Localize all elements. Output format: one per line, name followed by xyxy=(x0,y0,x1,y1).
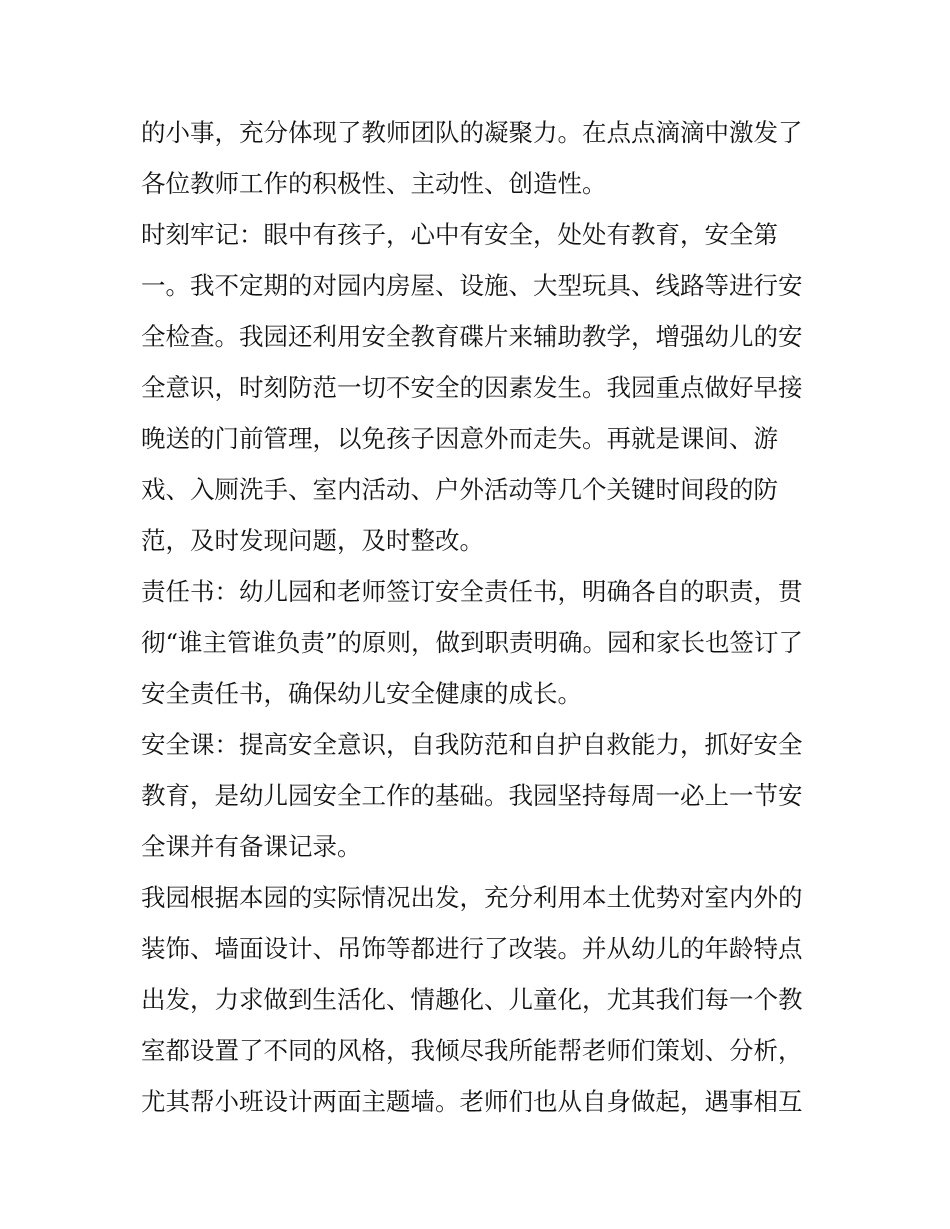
paragraph-safety-class xyxy=(141,719,813,872)
text-line: 出发，力求做到生活化、情趣化、儿童化，尤其我们每一个教 xyxy=(141,985,803,1014)
text-line: 教育，是幼儿园安全工作的基础。我园坚持每周一必上一节安 xyxy=(141,781,803,810)
text-line: 装饰、墙面设计、吊饰等都进行了改装。并从幼儿的年龄特点 xyxy=(141,934,803,963)
paragraph-responsibility xyxy=(141,566,813,719)
text-line: 的小事，充分体现了教师团队的凝聚力。在点点滴滴中激发了 xyxy=(141,118,803,147)
text-line: 戏、入厕洗手、室内活动、户外活动等几个关键时间段的防 xyxy=(141,475,778,504)
text-line: 各位教师工作的积极性、主动性、创造性。 xyxy=(141,169,607,198)
text-line: 安全课：提高安全意识，自我防范和自护自救能力，抓好安全 xyxy=(141,730,803,759)
text-line: 彻“谁主管谁负责”的原则，做到职责明确。园和家长也签订了 xyxy=(141,628,804,657)
text-line: 室都设置了不同的风格，我倾尽我所能帮老师们策划、分析， xyxy=(141,1036,803,1065)
text-line: 尤其帮小班设计两面主题墙。老师们也从自身做起，遇事相互 xyxy=(141,1087,803,1116)
text-line: 我园根据本园的实际情况出发，充分利用本土优势对室内外的 xyxy=(141,883,803,912)
text-line: 安全责任书，确保幼儿安全健康的成长。 xyxy=(141,679,582,708)
text-line: 全课并有备课记录。 xyxy=(141,832,362,861)
paragraph-safety-awareness xyxy=(141,209,813,566)
paragraph-teamwork xyxy=(141,107,813,209)
text-line: 责任书：幼儿园和老师签订安全责任书，明确各自的职责，贯 xyxy=(141,577,803,606)
paragraph-environment xyxy=(141,872,813,1127)
text-line: 晚送的门前管理，以免孩子因意外而走失。再就是课间、游 xyxy=(141,424,778,453)
text-line: 全意识，时刻防范一切不安全的因素发生。我园重点做好早接 xyxy=(141,373,803,402)
text-line: 时刻牢记：眼中有孩子，心中有安全，处处有教育，安全第 xyxy=(141,220,778,249)
text-line: 全检查。我园还利用安全教育碟片来辅助教学，增强幼儿的安 xyxy=(141,322,803,351)
document-body xyxy=(141,107,813,1127)
text-line: 一。我不定期的对园内房屋、设施、大型玩具、线路等进行安 xyxy=(141,271,803,300)
text-line: 范，及时发现问题，及时整改。 xyxy=(141,526,484,555)
